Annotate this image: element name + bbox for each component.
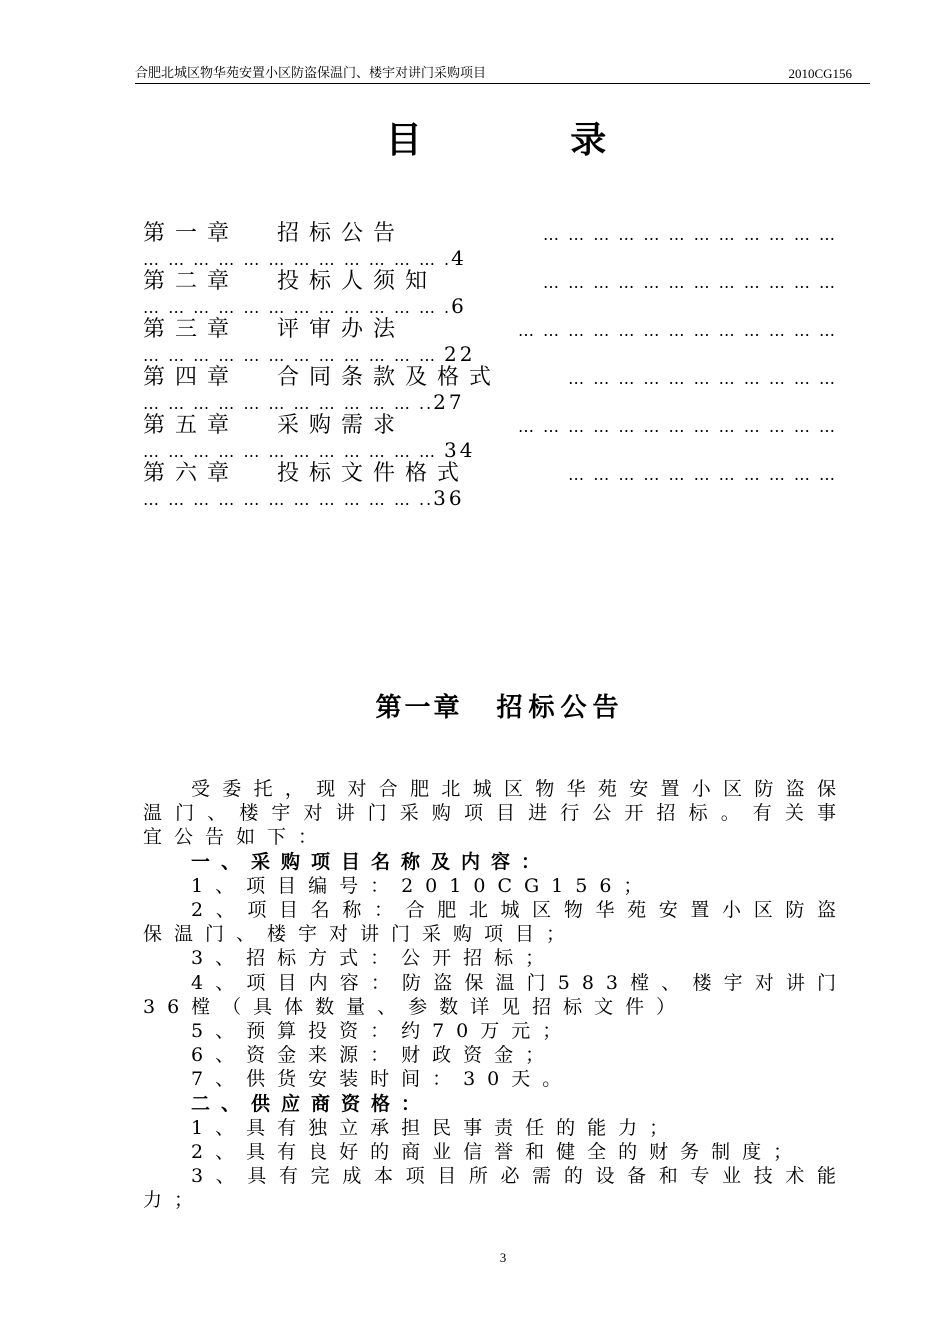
toc-chapter-number: 第四章 [143, 365, 240, 390]
toc-chapter-name: 投标人须知 [277, 269, 438, 294]
header-project-title: 合肥北城区物华苑安置小区防盗保温门、楼宇对讲门采购项目 [135, 66, 487, 81]
toc-leader-dots: … … … … … … … … … … … … … [517, 321, 837, 340]
table-of-contents [143, 220, 843, 508]
toc-leader-dots: … … … … … … … … … … … … [143, 346, 437, 365]
toc-page-number: 6 [451, 294, 467, 318]
toc-entry[interactable] [143, 220, 843, 268]
toc-chapter-name: 合同条款及格式 [277, 365, 502, 390]
toc-title: 目 录 [385, 119, 675, 161]
toc-page-number: 27 [433, 390, 465, 414]
toc-leader-dots: … … … … … … … … … … … … … [517, 417, 837, 436]
list-item: 2、具有良好的商业信誉和健全的财务制度； [191, 1141, 805, 1164]
intro-paragraph: 受委托，现对合肥北城区物华苑安置小区防盗保温门、楼宇对讲门采购项目进行公开招标。有关事宜公告如下： [143, 778, 848, 849]
toc-leader-dots: … … … … … … … … … … … … [543, 225, 837, 244]
toc-entry[interactable] [143, 460, 843, 508]
list-item: 4、项目内容：防盗保温门583樘、楼宇对讲门36樘（具体数量、参数详见招标文件） [143, 971, 848, 1018]
chapter-body [143, 777, 848, 1213]
toc-entry[interactable] [143, 316, 843, 364]
toc-chapter-number: 第一章 [143, 221, 240, 246]
chapter-title [0, 690, 950, 726]
toc-chapter-name: 投标文件格式 [277, 461, 470, 486]
list-item: 5、预算投资：约70万元； [191, 1020, 574, 1043]
toc-chapter-name: 评审办法 [277, 317, 406, 342]
toc-entry[interactable] [143, 268, 843, 316]
header-project-code: 2010CG156 [788, 66, 852, 81]
toc-chapter-name: 采购需求 [277, 413, 406, 438]
toc-leader-dots: … … … … … … … … … … … … [543, 273, 837, 292]
header-rule [135, 83, 870, 84]
toc-chapter-number: 第五章 [143, 413, 240, 438]
toc-leader-dots: … … … … … … … … … … … … . [143, 250, 452, 269]
list-item: 2、项目名称：合肥北城区物华苑安置小区防盗保温门、楼宇对讲门采购项目； [143, 899, 848, 946]
toc-leader-dots: … … … … … … … … … … … [568, 369, 837, 388]
toc-leader-dots: … … … … … … … … … … … [568, 465, 837, 484]
list-item: 3、具有完成本项目所必需的设备和专业技术能力； [143, 1165, 848, 1212]
chapter-name: 招标公告 [496, 693, 625, 723]
list-item: 7、供货安装时间：30天。 [191, 1068, 574, 1091]
chapter-number: 第一章 [375, 693, 463, 723]
toc-leader-dots: … … … … … … … … … … … .. [143, 490, 434, 509]
toc-chapter-name: 招标公告 [277, 221, 406, 246]
section-heading: 一、采购项目名称及内容： [191, 850, 552, 873]
page-number: 3 [499, 1250, 507, 1265]
toc-page-number: 36 [433, 486, 465, 510]
list-item: 6、资金来源：财政资金； [191, 1044, 557, 1067]
toc-leader-dots: … … … … … … … … … … … … . [143, 298, 452, 317]
toc-page-number: 22 [444, 342, 476, 366]
toc-chapter-number: 第三章 [143, 317, 240, 342]
section-heading: 二、供应商资格： [191, 1092, 432, 1115]
toc-page-number: 34 [444, 438, 476, 462]
toc-chapter-number: 第六章 [143, 461, 240, 486]
toc-chapter-number: 第二章 [143, 269, 240, 294]
page-header [135, 66, 870, 84]
list-item: 1、项目编号：2010CG156； [191, 874, 655, 897]
list-item: 3、招标方式：公开招标； [191, 947, 557, 970]
toc-entry[interactable] [143, 364, 843, 412]
list-item: 1、具有独立承担民事责任的能力； [191, 1116, 681, 1139]
toc-leader-dots: … … … … … … … … … … … … [143, 442, 437, 461]
toc-entry[interactable] [143, 412, 843, 460]
toc-page-number: 4 [451, 246, 467, 270]
toc-leader-dots: … … … … … … … … … … … .. [143, 394, 434, 413]
